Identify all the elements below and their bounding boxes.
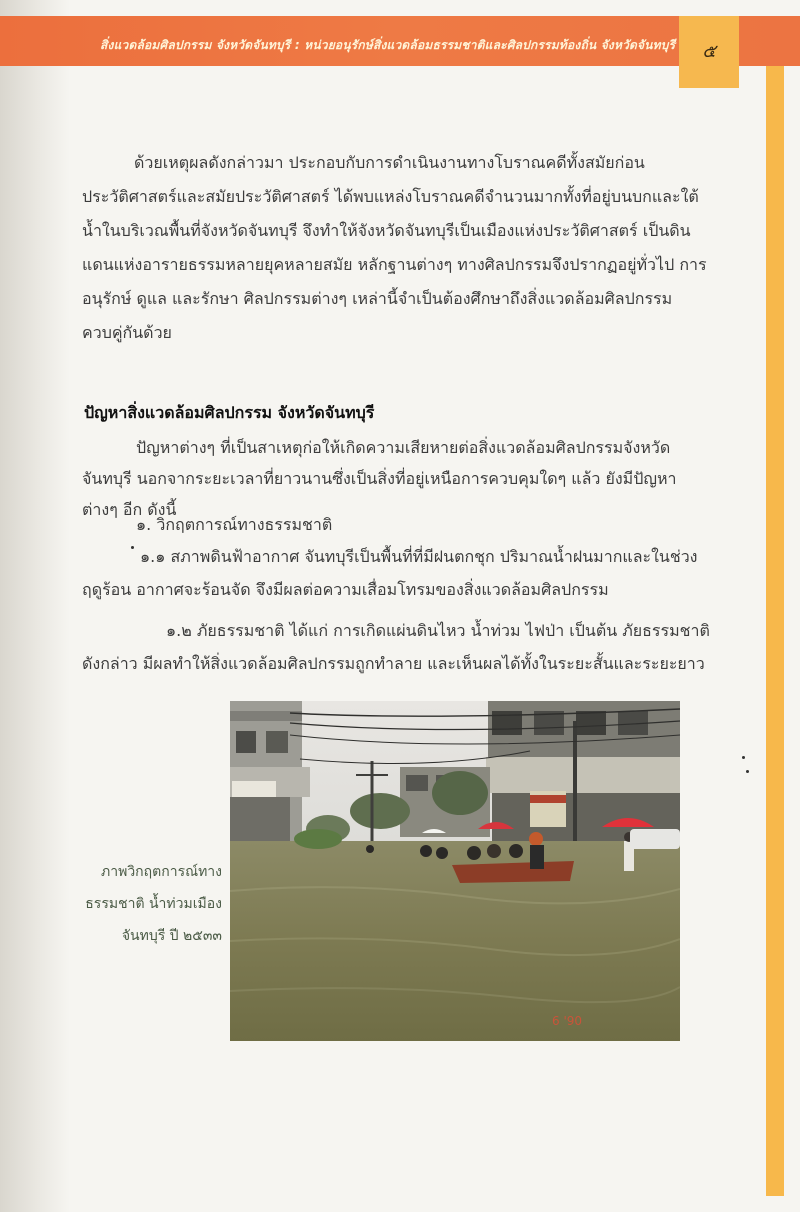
flood-photo-illustration [230,701,680,1041]
running-title: สิ่งแวดล้อมศิลปกรรม จังหวัดจันทบุรี : หน่วยอนุรักษ์สิ่งแวดล้อมธรรมชาติและศิลปกรรมท้องถิ่น จังหวัดจันทบุรี [100,38,676,52]
scan-speck [746,770,749,773]
section-heading: ปัญหาสิ่งแวดล้อมศิลปกรรม จังหวัดจันทบุรี [84,403,375,422]
photo-date-stamp: 6 '90 [552,1014,583,1028]
page-number-box [679,16,739,88]
list-item-natural-disaster: ๑.๒ ภัยธรรมชาติ ได้แก่ การเกิดแผ่นดินไหว น้ำท่วม ไฟป่า เป็นต้น ภัยธรรมชาติดังกล่าว มีผลทำให้สิ่งแวดล้อมศิลปกรรมถูกทำลาย และเห็นผลได้ทั้งในระยะสั้นและระยะยาว [82,621,710,673]
list-item-natural-crisis: ๑. วิกฤตการณ์ทางธรรมชาติ [136,515,333,534]
scan-speck [742,756,745,759]
page-number: ๕ [702,41,716,62]
page-gutter-shadow [0,0,70,1212]
flood-photo [230,701,680,1041]
scan-speck [131,546,134,549]
intro-paragraph: ด้วยเหตุผลดังกล่าวมา ประกอบกับการดำเนินงานทางโบราณคดีทั้งสมัยก่อนประวัติศาสตร์และสมัยประวัติศาสตร์ ได้พบแหล่งโบราณคดีจำนวนมากทั้งที่อยู่บนบกและใต้น้ำในบริเวณพื้นที่จังหวัดจันทบุรี จึงทำให้จังหวัดจันทบุรีเป็นเมืองแห่งประวัติศาสตร์ เป็นดินแดนแห่งอารายธรรมหลายยุคหลายสมัย หลักฐานต่างๆ ทางศิลปกรรมจึงปรากฏอยู่ทั่วไป การอนุรักษ์ ดูแล และรักษา ศิลปกรรมต่างๆ เหล่านี้จำเป็นต้องศึกษาถึงสิ่งแวดล้อมศิลปกรรมควบคู่กันด้วย [82,153,707,342]
section-intro-paragraph: ปัญหาต่างๆ ที่เป็นสาเหตุก่อให้เกิดความเสียหายต่อสิ่งแวดล้อมศิลปกรรมจังหวัดจันทบุรี นอกจากระยะเวลาที่ยาวนานซึ่งเป็นสิ่งที่อยู่เหนือการควบคุมใดๆ แล้ว ยังมีปัญหาต่างๆ อีก ดังนี้ [82,438,677,519]
figure-caption: ภาพวิกฤตการณ์ทางธรรมชาติ น้ำท่วมเมืองจันทบุรี ปี ๒๕๓๓ [85,864,222,944]
side-stripe [766,66,784,1196]
list-item-climate: ๑.๑ สภาพดินฟ้าอากาศ จันทบุรีเป็นพื้นที่ที่มีฝนตกชุก ปริมาณน้ำฝนมากและในช่วงฤดูร้อน อากาศจะร้อนจัด จึงมีผลต่อความเสื่อมโทรมของสิ่งแวดล้อมศิลปกรรม [82,547,698,599]
